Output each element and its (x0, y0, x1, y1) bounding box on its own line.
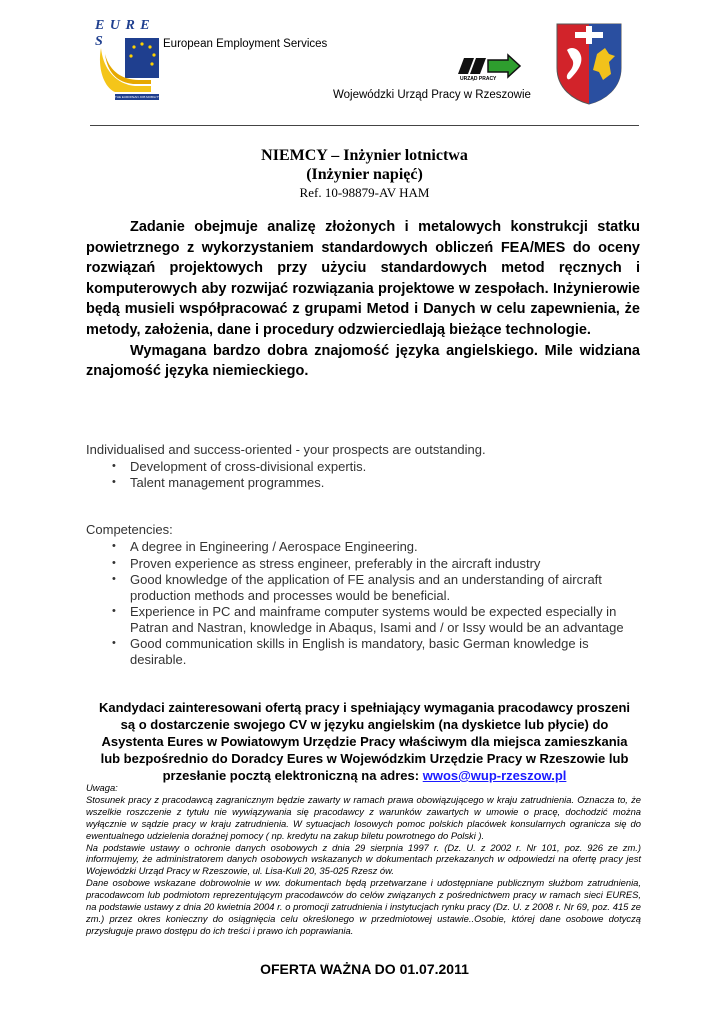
header-eures-label: European Employment Services (163, 38, 328, 50)
language-requirements: Wymagana bardzo dobra znajomość języka angielskiego. Mile widziana znajomość języka niemieckiego. (86, 342, 640, 380)
competencies-label: Competencies: (86, 522, 173, 537)
competencies-list (86, 539, 646, 667)
job-description (86, 217, 640, 382)
application-instructions (90, 699, 639, 784)
header-wup-label: Wojewódzki Urząd Pracy w Rzeszowie (333, 89, 531, 101)
list-item: • Proven experience as stress engineer, preferably in the aircraft industry (86, 556, 646, 572)
list-item: • Development of cross-divisional expertis. (86, 459, 646, 475)
notes-label: Uwaga: (86, 782, 118, 793)
list-item: • A degree in Engineering / Aerospace Engineering. (86, 539, 646, 555)
list-item: • Good knowledge of the application of FE analysis and an understanding of aircraft production methods and processes would be beneficial. (86, 572, 646, 603)
wup-logo (456, 54, 522, 84)
notes-paragraph: Stosunek pracy z pracodawcą zagranicznym będzie zawarty w ramach prawa obowiązującego w kraju zatrudnienia. Oznacza to, że wszelkie roszczenie z tytułu nie wywiązywania się pracodawcy z warunków zawartych w umowie o pracę, dochodzić można wyłącznie w sądzie pracy w kraju zatrudnienia. W sytuacjach losowych pomoc polskich placówek konsularnych ogranicza się do ewentualnego udzielenia doraźnej pomocy ( np. kredytu na zakup biletu powrotnego do Polski ). (86, 793, 641, 841)
coat-of-arms-icon (553, 20, 625, 106)
notes-paragraph: Dane osobowe wskazane dobrowolnie w ww. dokumentach będą przetwarzane i udostępniane publicznym służbom zatrudnienia, pracodawcom lub podmiotom reprezentującym pracodawców do celów związanych z pośrednictwem pracy w ramach sieci EURES, na podstawie ustawy z dnia 20 kwietnia 2004 r. o promocji zatrudnienia i instytucjach rynku pracy (Dz. U. z 2008 r. Nr 69, poz. 415 ze zm.) przez okres konieczny do osiągnięcia celu określonego w przedmiotowej ustawie..Osobie, której dane osobowe dotyczą przysługuje prawo dostępu do ich treści i prawo ich poprawiania. (86, 877, 641, 936)
offer-subtitle: (Inżynier napięć) (306, 166, 423, 183)
list-item: • Good communication skills in English is mandatory, basic German knowledge is desirable. (86, 636, 646, 667)
benefits-intro: Individualised and success-oriented - your prospects are outstanding. (86, 442, 486, 457)
eures-logo (95, 18, 173, 106)
description-paragraph: Zadanie obejmuje analizę złożonych i metalowych konstrukcji statku powietrznego z wykorzystaniem standardowych obliczeń FEA/MES do oceny rozwiązań projektowych przy użyciu standardowych metod ręcznych i komputerowych aby rozwijać rozwiązania projektowe w zespołach. Inżynierowie będą musieli współpracować z grupami Metod i Danych w celu zapewnienia, że metody, założenia, dane i procedury odzwierciedlają bieżące technologie. (86, 219, 640, 338)
notes-paragraph: Na podstawie ustawy o ochronie danych osobowych z dnia 29 sierpnia 1997 r. (Dz. U. z 2002 r. Nr 101, poz. 926 ze zm.) informujemy, że administratorem danych osobowych wskazanych w dokumentach przekazanych w odpowiedzi na ofertę pracy jest Wojewódzki Urząd Pracy w Rzeszowie, ul. Lisa-Kuli 20, 35-025 Rzesz ów. (86, 841, 641, 877)
email-link[interactable]: wwos@wup-rzeszow.pl (422, 768, 567, 783)
voivodeship-crest (553, 20, 625, 106)
offer-title: NIEMCY – Inżynier lotnictwa (261, 147, 468, 164)
eures-tagline: THE EUROPEAN JOB MOBILITY PORTAL (115, 95, 173, 99)
offer-reference: Ref. 10-98879-AV HAM (299, 185, 430, 200)
wup-logo-label: URZĄD PRACY (460, 76, 497, 82)
benefits-list (86, 459, 646, 490)
application-text: Kandydaci zainteresowani ofertą pracy i spełniający wymagania pracodawcy proszeni są o dostarczenie swojego CV w języku angielskim (na dyskietce lub płycie) do Asystenta Eures w Powiatowym Urzędzie Pracy właściwym dla miejsca zamieszkania lub bezpośrednio do Doradcy Eures w Wojewódzkim Urzędzie Pracy w Rzeszowie lub przesłanie pocztą elektroniczną na adres: (98, 700, 631, 783)
eures-logo-letters: E U R E S (95, 18, 151, 49)
offer-validity: OFERTA WAŻNA DO 01.07.2011 (260, 961, 469, 977)
legal-notes (86, 782, 641, 937)
list-item: • Talent management programmes. (86, 475, 646, 491)
header-divider (90, 125, 639, 126)
list-item: • Experience in PC and mainframe computer systems would be expected especially in Patran and Nastran, knowledge in Abaqus, Isami and / or Issy would be an advantage (86, 604, 646, 635)
